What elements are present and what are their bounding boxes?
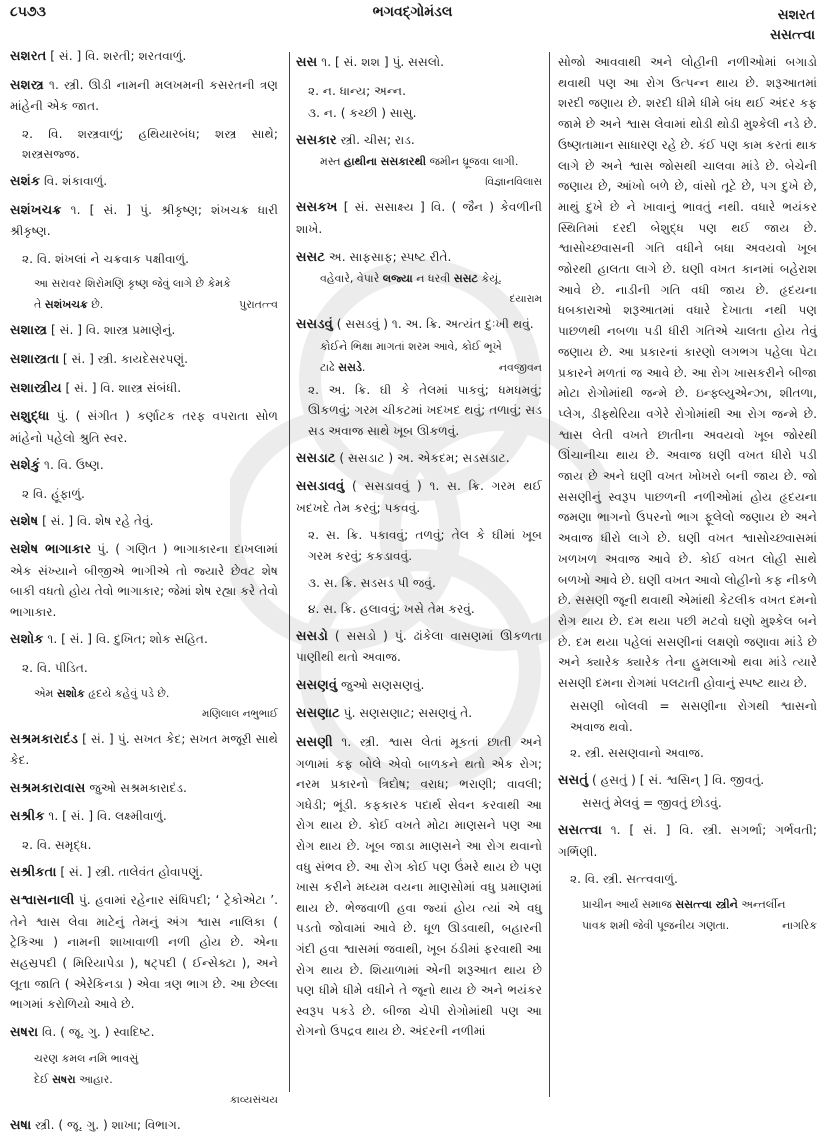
quotation: તે સશંખચક્ર છે. પુરાતત્ત્વ: [34, 296, 278, 314]
dictionary-entry: [10, 75, 278, 117]
dictionary-entry: [10, 378, 278, 400]
headword: સશોક: [10, 632, 44, 648]
definition: ( સસડાટ ) અ. એકદમ; સડસડાટ.: [335, 450, 510, 465]
dictionary-entry: [296, 476, 542, 518]
sense: ૩. ન. ( કચ્છી ) સાસુ.: [308, 106, 417, 121]
definition: [ સં. ] વિ. શાસ્ત્ર સંબંધી.: [61, 380, 182, 395]
dictionary-entry: [10, 511, 278, 533]
dictionary-entry: [10, 406, 278, 448]
citation: વિજ્ઞાનવિલાસ: [485, 176, 542, 189]
dictionary-entry: [10, 455, 278, 477]
headword: સસકાર: [296, 132, 337, 148]
definition: ૧. વિ. ઉષ્ણ.: [40, 458, 104, 473]
headword: સશ્વાસનાલી: [10, 893, 75, 909]
headword: સશેષ: [10, 513, 39, 529]
quotation: વહેવારે, વેપારે લજ્યા ન ધરવી સસટ કેયૂં.: [320, 272, 502, 286]
dictionary-entry: [10, 171, 278, 193]
dictionary-entry: [296, 314, 542, 336]
sense: ૨. વિ. સ્ત્રી. સત્ત્વવાળું.: [570, 872, 678, 887]
sense: ૨. વિ. પીડિત.: [22, 661, 88, 676]
dictionary-entry: [10, 778, 278, 800]
definition: વિ. ( જૂ. ગુ. ) સ્વાદિષ્ટ.: [38, 1024, 155, 1039]
headword: સશાસ્ત્રતા: [10, 351, 60, 367]
dictionary-entry: [10, 200, 278, 242]
dictionary-entry: [296, 703, 542, 725]
headword: સસતું: [558, 772, 589, 788]
quotation: એમ સશોક હૃદયે કહેવું પડે છે.: [34, 686, 170, 700]
headword: સશંખચક્ર: [10, 202, 62, 218]
headword: સશાસ્ત્રીય: [10, 380, 62, 396]
definition: પું. ( સંગીત ) કર્ણાટક તરફ વપરાતા સોળ માંહેનો પહેલો શ્રુતિ સ્વર.: [10, 409, 278, 445]
dictionary-entry: [558, 770, 817, 792]
citation: મણિલાલ નભુભાઈ: [201, 707, 278, 720]
quotation: આ સરાવર શિરોમણિ કૃષ્ણ જેવું લાગે છે કેમકે: [34, 277, 231, 291]
dictionary-entry: [10, 46, 278, 68]
dictionary-entry: [10, 1022, 278, 1044]
headword: સસણી: [296, 735, 333, 751]
dictionary-entry: [296, 626, 542, 668]
dictionary-entry: [10, 729, 278, 771]
sense: ૨. ન. ધાન્ય; અન્ન.: [308, 83, 407, 98]
dictionary-entry: [296, 130, 542, 152]
definition: પું. હવામાં રહેનાર સંધિપદી; ‘ ટ્રેકોએટા ’. તેને શ્વાસ લેવા માટેનું તેમનું અંગ શ્વાસ નાલિકા ( ટ્રેકિઆ ) નામની શાખાવાળી નળી હોય છે. એના સહસ્રપદી ( મિરિયાપેડા ), ષટ્પદી ( ઈન્સેક્ટા ), અને લૂતા જાતિ ( એરેકિનડા ) એવા ત્રણ ભાગ છે. આ છેલ્લા ભાગમાં કરોળિયો આવે છે.: [10, 893, 278, 1012]
definition: ૧. [ સં. ] પું. શ્રીકૃષ્ણ; શંખચક્ર ધારી શ્રીકૃષ્ણ.: [10, 202, 278, 239]
dictionary-entry: [10, 629, 278, 651]
headword: સશુદ્ધા: [10, 409, 50, 425]
citation: પુરાતત્ત્વ: [239, 298, 278, 312]
citation: નવજીવન: [498, 360, 542, 374]
headword: સશેષ ભાગાકાર: [10, 542, 92, 558]
headword: સશેકું: [10, 458, 41, 474]
quotation: પ્રાચીન આર્ય સમાજ સસત્ત્વા સ્ત્રીને અન્તર્લીન: [582, 897, 786, 911]
column-middle: [289, 52, 542, 1092]
definition: [ સં. ] પું. સખત કેદ; સખત મજૂરી સાથે કેદ.: [10, 731, 278, 768]
definition: [ સં. ] વિ. શાસ્ત્ર પ્રમાણેનું.: [47, 323, 176, 338]
citation: કાવ્યસંચય: [229, 1094, 278, 1107]
cross-reference: જુઓ સશ્રમકારાદંડ.: [85, 780, 187, 795]
quoted-headword: સસટ: [453, 272, 478, 286]
dictionary-entry: [10, 806, 278, 828]
headword: સસડો: [296, 628, 328, 644]
headword: સશ્રીક: [10, 809, 45, 825]
page-header: [0, 0, 825, 45]
dictionary-entry: [296, 247, 542, 269]
quoted-headword: સશોક: [56, 686, 85, 700]
citation: દયારામ: [509, 293, 542, 306]
sense: ૨. સ. ક્રિ. પકાવવું; તળવું; તેલ કે ઘીમાં ખૂબ ગરમ કરવું; કકડાવવું.: [308, 528, 542, 563]
dictionary-entry: [10, 1115, 278, 1137]
definition: અ. સાફસાફ; સ્પષ્ટ રીતે.: [325, 249, 452, 264]
headword: સસણવું: [296, 677, 338, 693]
definition: [ સં. ] વિ. શેષ રહે તેવું.: [38, 513, 154, 528]
definition-continuation: સોજો આવવાથી અને લોહીની નળીઓમાં બગાડો થવાથી પણ આ રોગ ઉત્પન્ન થાય છે. શરૂઆતમાં શરદી જણાય છે. શરદી ધીમે ધીમે બંધ થઈ અંદર કફ જામે છે અને શ્વાસ લેવામાં થોડી થોડી મુશ્કેલી નડે છે. ઉષ્ણતામાન સાધારણ રહે છે. કંઈ પણ કામ કરતાં થાક લાગે છે અને શ્વાસ જોસથી ચાલવા માંડે છે. બેચેની જણાય છે, આંખો બળે છે, વાંસો તૂટે છે, પગ દુખે છે, માથું દુખે છે ને ખાવાનું ભાવતું નથી. વધારે ભયંકર સ્થિતિમાં દરદી બેશુદ્ધ પણ થઈ જાય છે. શ્વાસોચ્છ્વાસની ગતિ વધીને બધા અવયવો ખૂબ જોરથી હાલતા લાગે છે. ઘણી વખત કાનમાં બહેરાશ આવે છે. નાડીની ગતિ વધી જાય છે. હૃદયના ધબકારાઓ શરૂઆતમાં વધારે દેખાતા નથી પણ પાછળથી નબળા પડી ધીરી ગતિએ ચાલતા હોય તેવું જણાય છે. આ પ્રકારનાં કારણો લગભગ પહેલા પેટા પ્રકારને મળતાં જ આવે છે. આ રોગ ખાસકરીને બીજા મોટા રોગોમાંથી જન્મે છે. ઇન્ફ્લ્યુએન્ઝા, શીતળા, પ્લેગ, ડીફ્થેરિયા વગેરે રોગોમાંથી આ રોગ જન્મે છે. શ્વાસ લેતી વખતે છાતીના અવયવો ખૂબ જોરથી ઊંચાનીચા થાય છે. અવાજ ઘણી વખત ધીરો પડી જાય છે અને ઘણી વખત ખોખરો બની જાય છે. જો સસણીનું સ્વરૂપ પાછળની નળીઓમાં હોય હૃદયના જમણા ભાગનો ઉપરનો ભાગ ફૂલેલો જણાય છે અને અવાજ ધીરો લાગે છે. ઘણી વખત શ્વાસોચ્છ્વાસમાં ખળખળ અવાજ આવે છે. કોઈ વખત લોહી સાથે બળખો આવે છે. ઘણી વખત આવો લોહીનો કફ નીકળે છે. સસણી જૂની થવાથી એમાંથી કેટલીક વખત દમનો રોગ થાય છે. દમ થયા પછી મટવો ઘણો મુશ્કેલ બને છે. દમ થયા પહેલાં સસણીનાં લક્ષણો જણાવા માંડે છે અને ક્યારેક ક્યારેક તેના હુમલાઓ થવા માંડે ત્યારે સસણી દમના રોગમાં પલટાતી હોવાનું સ્પષ્ટ થાય છે.: [558, 55, 817, 691]
idiom: સસતું મેલવું = જીવતું છોડવું.: [582, 796, 722, 811]
definition: ૧. [ સં. ] વિ. લક્ષ્મીવાળું.: [44, 809, 167, 824]
idiom: સસણી બોલવી = સસણીના રોગથી શ્વાસનો અવાજ થવો.: [570, 698, 817, 734]
quoted-headword: સષરા: [52, 1073, 76, 1087]
headword: સશસ્ત્ર: [10, 77, 44, 93]
dictionary-entry: [296, 732, 542, 1042]
dictionary-entry: [558, 820, 817, 862]
quotation: પાવક શમી જેવી પૂજનીય ગણતા. નાગરિક: [582, 917, 817, 935]
dictionary-entry: [10, 349, 278, 371]
definition: ( સસડો ) પું. ઢાંકેલા વાસણમાં ઊકળતા પાણીથી થતો અવાજ.: [296, 628, 542, 665]
headword: સસણાટ: [296, 706, 340, 722]
dictionary-entry: [296, 675, 542, 697]
definition: પું. સણસણાટ; સસણવું તે.: [339, 706, 473, 721]
sense: ૪. સ. ક્રિ. હલાવવું; ખસે તેમ કરવું.: [308, 602, 475, 617]
book-title: ભગવદ્ગોમંડલ: [372, 4, 453, 20]
quoted-headword: સશંખચક્ર: [44, 298, 88, 312]
definition: ૧. [ સં. ] વિ. દુખિત; શોક સહિત.: [43, 632, 208, 647]
sense: ૨. વિ. સમૃદ્ધ.: [22, 838, 92, 853]
sense: ૨. અ. ક્રિ. ઘી કે તેલમાં પાકવું; ધમધમવું; ઊકળવું; ગરમ ચીકટમાં ખદખદ થવું; તળાવું; સડ સડ અવાજ સાથે ખૂબ ઊકળવું.: [308, 382, 542, 438]
dictionary-entry: [10, 862, 278, 884]
definition: પું. ( ગણિત ) ભાગાકારના દાખલામાં એક સંખ્યાને બીજીએ ભાગીએ તો જ્યારે છેવટ શેષ બાકી વધતો હોય તેવો ભાગાકાર; જેમાં શેષ રહ્યા કરે તેવો ભાગાકાર.: [10, 542, 278, 619]
headword: સશ્રમકારાવાસ: [10, 780, 86, 796]
definition: ૧. સ્ત્રી. શ્વાસ લેતાં મૂકતાં છાતી અને ગળામાં કફ બોલે એવો બાળકને થતો એક રોગ; નરમ પ્રકારનો ત્રિદોષ; વરાધ; ભરાણી; વાવલી; ગધેડી; ભૂંડી. કફકારક પદાર્થ સેવન કરવાથી આ રોગ થાય છે. કોઈ વખતે મોટા માણસને પણ આ રોગ થાય છે. ખૂબ જાડા માણસને આ રોગ થવાનો વધુ સંભવ છે. આ રોગ કોઈ પણ ઉંમરે થાય છે પણ ખાસ કરીને મધ્યમ વયના માણસોમાં વધુ પ્રમાણમાં થાય છે. ભેજવાળી હવા જ્યાં હોય ત્યાં એ વધુ પડતો જોવામાં આવે છે. ધૂળ ઊડવાથી, બહારની ગંદી હવા શ્વાસમાં જવાથી, ખૂબ ઠંડીમાં ફરવાથી આ રોગ થાય છે. શિયાળામાં એની શરૂઆત થાય છે પણ ધીમે ધીમે વધીને તે જૂનો થાય છે અને ભયંકર સ્વરૂપ પકડે છે. બીજા ચેપી રોગોમાંથી પણ આ રોગનો ઉપદ્રવ થાય છે. અંદરની નળીમાં: [296, 735, 542, 1039]
headword: સસડાટ: [296, 450, 336, 466]
page-number: ૮૫૭૩: [10, 4, 46, 20]
quotation: ચરણ કમલ નમિ ભાવસું: [34, 1052, 139, 1066]
guide-words: [770, 5, 815, 45]
sense: ૨. વિ. શસ્ત્રવાળું; હથિયારબંધ; શસ્ત્ર સાથે; શસ્ત્રસજ્જ.: [22, 126, 278, 162]
dictionary-entry: [10, 539, 278, 622]
dictionary-entry: [296, 52, 542, 74]
headword: સસત્ત્વા: [558, 822, 602, 838]
definition: સ્ત્રી. ચીસ; રાડ.: [336, 132, 415, 147]
headword: સશ્રમકારાદંડ: [10, 731, 78, 747]
headword: સષા: [10, 1118, 32, 1134]
quoted-headword: સસત્ત્વા: [675, 897, 712, 911]
headword: સષરા: [10, 1024, 39, 1040]
definition: ( સસડવું ) ૧. અ. ક્રિ. અત્યંત દુઃખી થવું.: [332, 317, 534, 332]
sense: ૨. સ્ત્રી. સસણવાનો અવાજ.: [570, 746, 704, 761]
headword: સશાસ્ત્ર: [10, 323, 48, 339]
definition: [ સં. ] સ્ત્રી. કાયદેસરપણું.: [59, 351, 189, 366]
definition: [ સં. ] સ્ત્રી. તાલેવંત હોવાપણું.: [56, 864, 204, 879]
headword: સસટ: [296, 249, 326, 265]
quoted-headword: સસડે: [338, 360, 362, 374]
column-left: [10, 46, 278, 1134]
headword: સશરત: [10, 49, 47, 64]
guide-word-first: સશરત: [777, 7, 815, 23]
cross-reference: જુઓ સણસણવું.: [337, 677, 425, 692]
headword: સશંક: [10, 173, 41, 189]
quotation: ટાઢે સસડે. નવજીવન: [320, 359, 542, 377]
definition: ૧. [ સં. ] વિ. સ્ત્રી. સગર્ભા; ગર્ભવતી; ગર્ભિણી.: [558, 822, 817, 859]
quotation: દેઈ સષરા આહાર.: [34, 1073, 113, 1087]
dictionary-entry: [296, 197, 542, 239]
definition: ૧. [ સં. શશ ] પું. સસલો.: [317, 55, 445, 69]
sense: ૨ વિ. હૂંફાળું.: [22, 486, 85, 501]
dictionary-entry: [296, 448, 542, 470]
dictionary-entry: [10, 320, 278, 342]
headword: સસડાવવું: [296, 479, 345, 495]
definition: સ્ત્રી. ( જૂ. ગુ. ) શાખા; વિભાગ.: [31, 1118, 181, 1133]
definition: ૧. સ્ત્રી. ઊડી નામની મલખમની કસરતની ત્રણ માંહેની એક જાત.: [10, 77, 278, 114]
dictionary-entry: [10, 890, 278, 1015]
headword: સશ્રીકતા: [10, 864, 57, 880]
definition: વિ. શંકાવાળું.: [40, 173, 108, 188]
definition: [ સં. સસાક્ષ્ય ] વિ. ( જૈન ) કેવળીની શાખે.: [296, 200, 542, 236]
quotation: કોઈને ભિક્ષા માગતાં શરમ આવે, કોઈ ભૂખે: [320, 339, 502, 353]
guide-word-last: સસત્ત્વા: [770, 27, 815, 43]
headword: સસડવું: [296, 317, 333, 333]
sense: ૨. વિ. શંખલાં ને ચક્રવાક પક્ષીવાળું.: [22, 251, 190, 266]
headword: સસકખ: [296, 200, 338, 216]
column-right: [549, 52, 817, 1097]
definition: [ સં. ] વિ. શરતી; શરતવાળું.: [46, 49, 187, 63]
quoted-headword: સસકારથી: [380, 155, 427, 169]
headword: સસ: [296, 55, 318, 70]
sense: ૩. સ. ક્રિ. સડસડ પી જવું.: [308, 575, 436, 590]
citation: નાગરિક: [782, 918, 817, 932]
definition: ( સસડાવવું ) ૧. સ. ક્રિ. ગરમ થઈ ખદખદે તેમ કરવું; પકવવું.: [296, 479, 542, 515]
definition: ( હસતું ) [ સં. શ્વસિન્ ] વિ. જીવતું.: [588, 772, 765, 787]
quotation: મસ્ત હાથીના સસકારથી જમીન ધ્રૂજવા લાગી.: [320, 155, 519, 169]
